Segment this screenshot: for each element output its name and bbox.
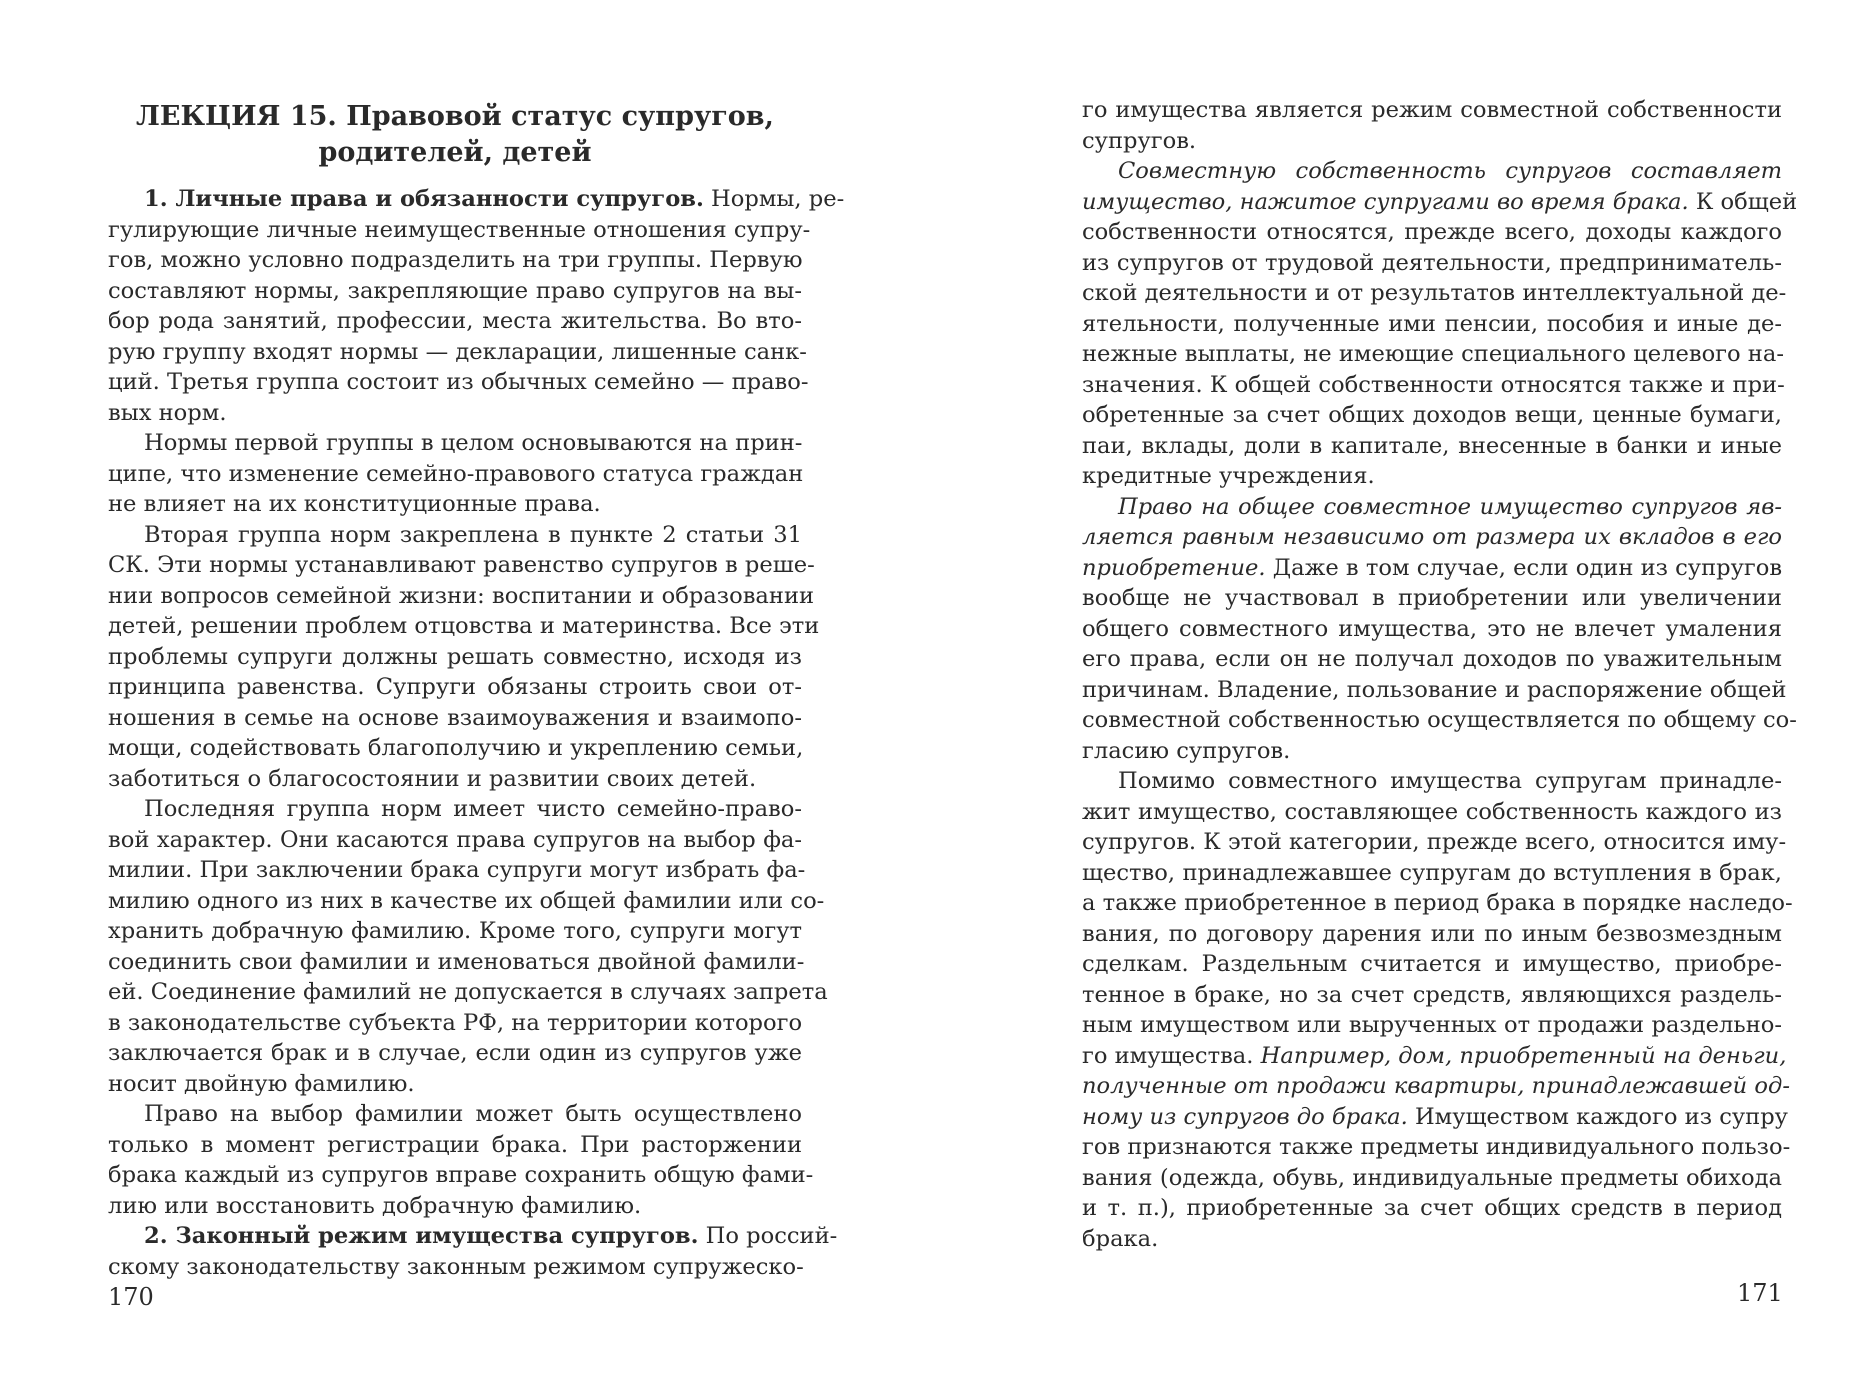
text-line (1082, 248, 1782, 279)
text-line (108, 947, 805, 978)
text-line (1082, 858, 1782, 889)
text-line (1082, 1193, 1782, 1224)
line-text: обретенные за счет общих доходов вещи, ценные бумаги, (1082, 402, 1782, 428)
text-line (1082, 126, 1782, 157)
line-text: из супругов от трудовой деятельности, предприниматель- (1082, 249, 1782, 276)
line-text: не влияет на их конституционные права. (108, 491, 601, 517)
line-text: заботиться о благосостоянии и развитии своих детей. (108, 765, 757, 792)
line-text: причинам. Владение, пользование и распоряжение общей (1082, 676, 1787, 703)
text-line (108, 1252, 802, 1283)
line-text: Помимо совместного имущества супругам принадле- (1118, 768, 1782, 794)
text-line (108, 276, 802, 307)
line-text: носит двойную фамилию. (108, 1070, 415, 1097)
line-text: принципа равенства. Супруги обязаны строить свои от- (108, 674, 802, 700)
text-line (108, 1221, 838, 1252)
text-line (1082, 888, 1793, 919)
text-line (1082, 95, 1782, 126)
text-line (1082, 614, 1782, 645)
line-text: вания, по договору дарения или по иным безвозмездным (1082, 920, 1782, 947)
line-text: мощи, содействовать благополучию и укреплению семьи, (108, 735, 804, 761)
text-line (1082, 522, 1782, 553)
line-text: ношения в семье на основе взаимоуважения и взаимопо- (108, 704, 802, 731)
line-text: милии. При заключении брака супруги могут избрать фа- (108, 857, 806, 883)
text-line (1082, 644, 1782, 675)
line-text: ятельности, полученные ими пенсии, пособия и иные де- (1082, 310, 1782, 337)
page-number-right: 171 (1737, 1279, 1783, 1307)
line-text: ций. Третья группа состоит из обычных семейно — право- (108, 369, 809, 395)
text-line (1082, 766, 1782, 797)
line-text: ей. Соединение фамилий не допускается в случаях запрета (108, 979, 828, 1005)
text-line (1082, 339, 1782, 370)
text-line (108, 1099, 802, 1130)
line-text: а также приобретенное в период брака в порядке наследо- (1082, 890, 1793, 916)
text-line (1082, 400, 1782, 431)
italic-text: имущество, нажитое супругами во время брака. (1082, 188, 1689, 215)
line-text: ской деятельности и от результатов интеллектуальной де- (1082, 280, 1787, 306)
text-line (1082, 1132, 1791, 1163)
italic-text: Например, дом, приобретенный на деньги, (1260, 1042, 1787, 1069)
text-line (108, 550, 815, 581)
line-text: значения. К общей собственности относятся также и при- (1082, 371, 1785, 398)
line-text: совместной собственностью осуществляется по общему со- (1082, 707, 1797, 733)
text-line (108, 398, 802, 429)
text-line (108, 1130, 802, 1161)
line-text: щество, принадлежавшее супругам до вступления в брак, (1082, 859, 1782, 886)
text-line (1082, 431, 1782, 462)
line-text: только в момент регистрации брака. При расторжении (108, 1131, 802, 1158)
text-line (1082, 1041, 1787, 1072)
line-text: Право на выбор фамилии может быть осуществлено (144, 1101, 802, 1127)
text-line (1082, 583, 1782, 614)
line-text: гов, можно условно подразделить на три группы. Первую (108, 247, 803, 273)
text-line (108, 794, 802, 825)
line-text: вых норм. (108, 399, 227, 426)
line-text: проблемы супруги должны решать совместно, исходя из (108, 643, 802, 670)
text-line (1082, 949, 1782, 980)
line-text: По россий- (698, 1223, 838, 1249)
line-text: гов признаются также предметы индивидуального пользо- (1082, 1134, 1791, 1160)
line-text: рую группу входят нормы — декларации, лишенные санк- (108, 338, 807, 365)
text-line (108, 581, 815, 612)
text-line (108, 215, 811, 246)
line-text: супругов. К этой категории, прежде всего, относится иму- (1082, 829, 1787, 855)
text-line (108, 672, 802, 703)
line-text: и т. п.), приобретенные за счет общих средств в период (1082, 1195, 1782, 1221)
text-line (108, 245, 802, 276)
text-line (108, 916, 802, 947)
lecture-title-line: родителей, детей (318, 137, 592, 168)
line-text: гулирующие личные неимущественные отношения супру- (108, 216, 811, 243)
text-line (108, 520, 802, 551)
text-line (108, 886, 825, 917)
text-line (1082, 705, 1797, 736)
line-text: брака. (1082, 1225, 1159, 1252)
text-line (1082, 980, 1782, 1011)
text-line (108, 764, 802, 795)
line-text: лию или восстановить добрачную фамилию. (108, 1192, 642, 1219)
line-text: заключается брак и в случае, если один из супругов уже (108, 1040, 802, 1066)
italic-text: приобретение. (1082, 554, 1266, 581)
bold-heading-text: 1. Личные права и обязанности супругов. (144, 186, 704, 212)
left-page-body (108, 184, 845, 1282)
text-line (108, 977, 828, 1008)
line-text: общего совместного имущества, это не влечет умаления (1082, 615, 1782, 642)
text-line (108, 489, 802, 520)
text-line (108, 459, 802, 490)
line-text: собственности относятся, прежде всего, доходы каждого (1082, 219, 1782, 245)
text-line (108, 184, 845, 215)
line-text: Имуществом каждого из супру (1407, 1103, 1788, 1130)
line-text: К общей (1688, 188, 1798, 215)
line-text: бор рода занятий, профессии, места жительства. Во вто- (108, 308, 802, 334)
line-text: детей, решении проблем отцовства и материнства. Все эти (108, 613, 820, 639)
text-line (108, 306, 802, 337)
line-text: брака каждый из супругов вправе сохранить общую фами- (108, 1162, 814, 1188)
line-text: составляют нормы, закрепляющие право супругов на вы- (108, 277, 802, 304)
text-line (1082, 1163, 1782, 1194)
text-line (1082, 217, 1782, 248)
text-line (108, 337, 807, 368)
text-line (1082, 797, 1782, 828)
text-line (1082, 1102, 1788, 1133)
text-line (1082, 1010, 1782, 1041)
line-text: ным имуществом или вырученных от продажи раздельно- (1082, 1012, 1782, 1038)
line-text: тенное в браке, но за счет средств, являющихся раздель- (1082, 981, 1782, 1008)
bold-heading-text: 2. Законный режим имущества супругов. (144, 1223, 699, 1249)
text-line (108, 1008, 802, 1039)
text-line (108, 1038, 802, 1069)
line-text: нии вопросов семейной жизни: воспитании и образовании (108, 582, 815, 609)
text-line (1082, 156, 1782, 187)
italic-text: полученные от продажи квартиры, принадлежавшей од- (1082, 1073, 1790, 1099)
line-text: гласию супругов. (1082, 737, 1291, 764)
line-text: супругов. (1082, 127, 1197, 154)
text-line (1082, 919, 1782, 950)
line-text: соединить свои фамилии и именоваться двойной фамили- (108, 948, 805, 975)
text-line (1082, 553, 1782, 584)
right-page-body (1082, 95, 1798, 1254)
line-text: сделкам. Раздельным считается и имущество, приобре- (1082, 951, 1782, 977)
text-line (108, 825, 802, 856)
text-line (1082, 370, 1785, 401)
text-line (1082, 461, 1782, 492)
line-text: кредитные учреждения. (1082, 463, 1375, 489)
line-text: Даже в том случае, если один из супругов (1265, 554, 1783, 581)
text-line (1082, 492, 1782, 523)
line-text: скому законодательству законным режимом супружеско- (108, 1253, 804, 1280)
line-text: Последняя группа норм имеет чисто семейно-право- (144, 796, 802, 822)
text-line (108, 1191, 802, 1222)
italic-text: ному из супругов до брака. (1082, 1103, 1408, 1130)
italic-text: Право на общее совместное имущество супругов яв- (1118, 493, 1782, 520)
line-text: го имущества. (1082, 1042, 1261, 1069)
text-line (108, 855, 806, 886)
line-text: го имущества является режим совместной собственности (1082, 97, 1782, 123)
text-line (108, 703, 802, 734)
text-line (1082, 1224, 1782, 1255)
line-text: вания (одежда, обувь, индивидуальные предметы обихода (1082, 1164, 1782, 1191)
line-text: паи, вклады, доли в капитале, внесенные в банки и иные (1082, 432, 1782, 459)
text-line (1082, 278, 1787, 309)
line-text: в законодательстве субъекта РФ, на территории которого (108, 1009, 803, 1036)
text-line (108, 367, 809, 398)
line-text: вообще не участвовал в приобретении или увеличении (1082, 585, 1782, 611)
text-line (1082, 309, 1782, 340)
text-line (108, 642, 802, 673)
line-text: вой характер. Они касаются права супругов на выбор фа- (108, 826, 802, 853)
text-line (1082, 736, 1782, 767)
italic-text: ляется равным независимо от размера их вкладов в его (1082, 524, 1782, 550)
text-line (1082, 827, 1787, 858)
text-line (108, 611, 820, 642)
text-line (108, 1160, 814, 1191)
text-line (1082, 675, 1787, 706)
line-text: Нормы, ре- (703, 186, 845, 212)
text-line (1082, 1071, 1790, 1102)
italic-text: Совместную собственность супругов составляет (1118, 158, 1782, 184)
line-text: Нормы первой группы в целом основываются на прин- (144, 430, 803, 456)
line-text: хранить добрачную фамилию. Кроме того, супруги могут (108, 918, 802, 944)
lecture-title (108, 99, 802, 171)
line-text: нежные выплаты, не имеющие специального целевого на- (1082, 341, 1784, 367)
text-line (108, 1069, 802, 1100)
line-text: Вторая группа норм закреплена в пункте 2 статьи 31 (144, 521, 802, 548)
line-text: его права, если он не получал доходов по уважительным (1082, 646, 1782, 672)
line-text: СК. Эти нормы устанавливают равенство супругов в реше- (108, 552, 815, 578)
page-number-left: 170 (108, 1283, 154, 1311)
text-line (1082, 187, 1798, 218)
line-text: жит имущество, составляющее собственность каждого из (1082, 798, 1782, 825)
line-text: милию одного из них в качестве их общей фамилии или со- (108, 887, 825, 914)
text-line (108, 733, 802, 764)
line-text: ципе, что изменение семейно-правового статуса граждан (108, 460, 804, 487)
text-line (108, 428, 802, 459)
lecture-title-line: ЛЕКЦИЯ 15. Правовой статус супругов, (136, 101, 774, 132)
